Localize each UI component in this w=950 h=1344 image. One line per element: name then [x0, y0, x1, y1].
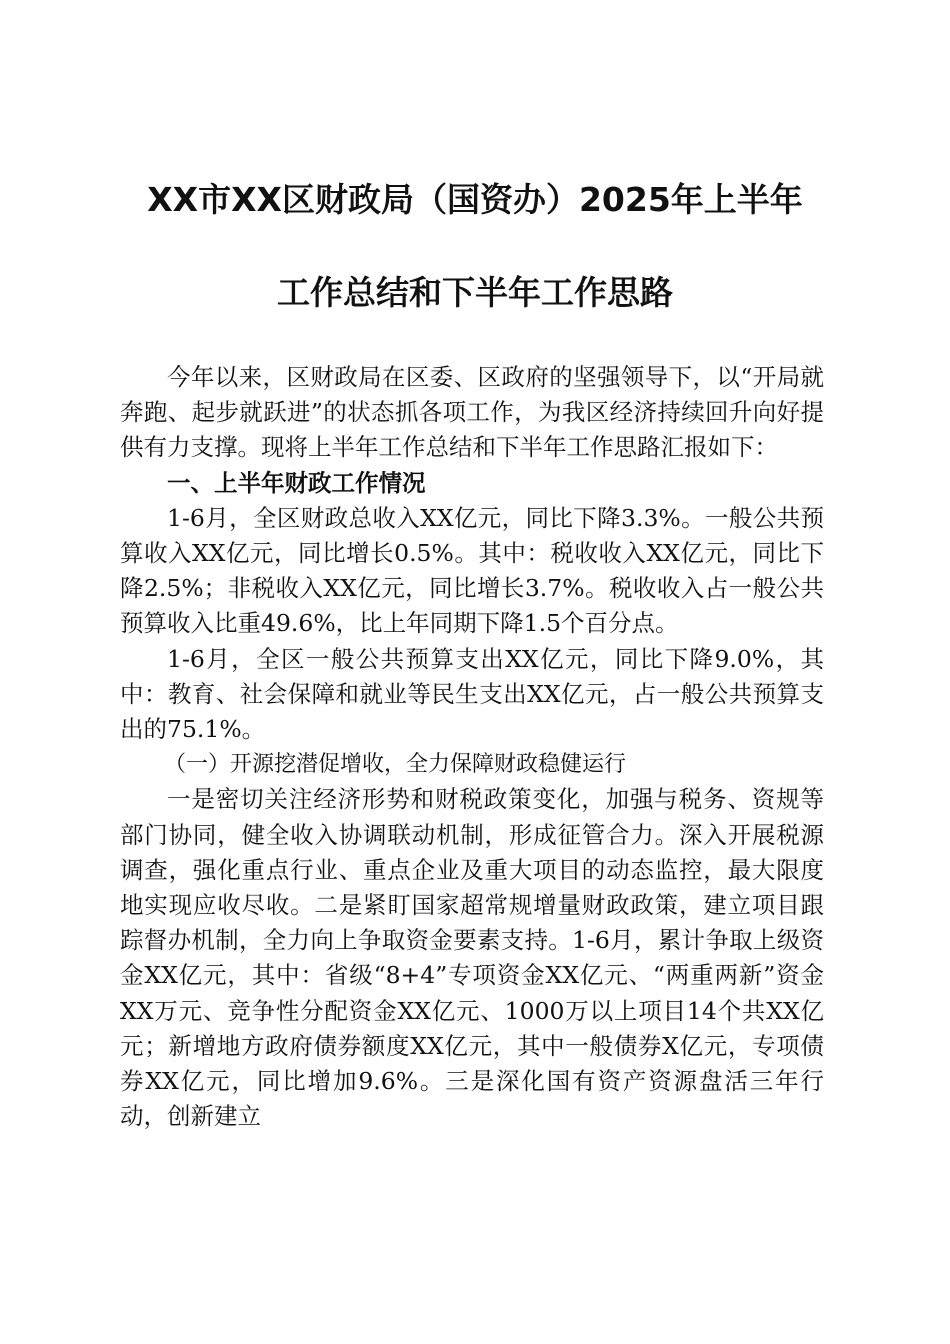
document-title-line-2: 工作总结和下半年工作思路 — [277, 273, 673, 312]
subsection-1-paragraph: 一是密切关注经济形势和财税政策变化，加强与税务、资规等部门协同，健全收入协调联动机制，形成征管合力。深入开展税源调查，强化重点行业、重点企业及重大项目的动态监控，最大限度地实现应收尽收。二是紧盯国家超常规增量财政政策，建立项目跟踪督办机制，全力向上争取资金要素支持。1-6月，累计争取上级资金XX亿元，其中：省级“8+4”专项资金XX亿元、“两重两新”资金XX万元、竞争性分配资金XX亿元、1000万以上项目14个共XX亿元；新增地方政府债券额度XX亿元，其中一般债券X亿元，专项债券XX亿元，同比增加9.6%。三是深化国有资产资源盘活三年行动，创新建立 — [120, 785, 824, 1131]
document-title-line-1: XX市XX区财政局（国资办）2025年上半年 — [147, 180, 803, 219]
expenditure-paragraph: 1-6月，全区一般公共预算支出XX亿元，同比下降9.0%，其中：教育、社会保障和就业等民生支出XX亿元，占一般公共预算支出的75.1%。 — [120, 644, 824, 744]
document-body — [120, 360, 824, 1134]
subsection-heading-1: （一）开源挖潜促增收，全力保障财政稳健运行 — [164, 752, 627, 778]
revenue-paragraph: 1-6月，全区财政总收入XX亿元，同比下降3.3%。一般公共预算收入XX亿元，同比增长0.5%。其中：税收收入XX亿元，同比下降2.5%；非税收入XX亿元，同比增长3.7%。税收收入占一般公共预算收入比重49.6%，比上年同期下降1.5个百分点。 — [120, 503, 824, 638]
intro-paragraph: 今年以来，区财政局在区委、区政府的坚强领导下，以“开局就奔跑、起步就跃进”的状态抓各项工作，为我区经济持续回升向好提供有力支撑。现将上半年工作总结和下半年工作思路汇报如下： — [120, 363, 824, 462]
section-heading-1: 一、上半年财政工作情况 — [167, 468, 426, 497]
